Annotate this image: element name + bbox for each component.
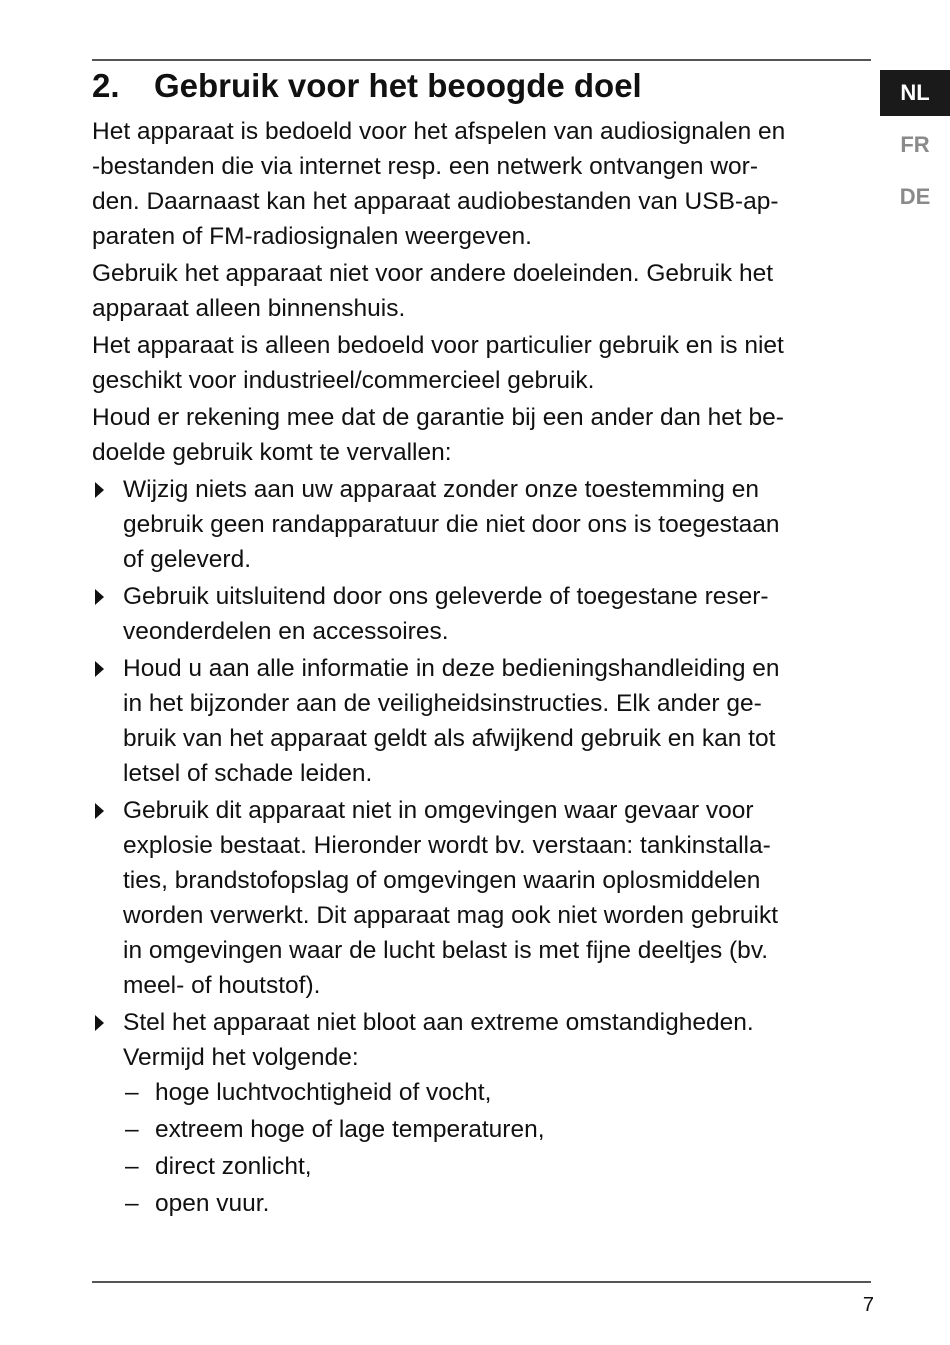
text-line: paraten of FM-radiosignalen weergeven.	[92, 223, 532, 250]
triangle-bullet-icon	[95, 803, 104, 819]
triangle-bullet-icon	[95, 589, 104, 605]
list-item	[92, 579, 867, 649]
list-item	[92, 793, 867, 1003]
triangle-bullet-icon	[95, 482, 104, 498]
list-item	[92, 1005, 867, 1221]
text-line: geschikt voor industrieel/commercieel gebruik.	[92, 367, 595, 394]
text-line: of geleverd.	[123, 546, 252, 573]
indoor-use-paragraph	[92, 256, 867, 326]
language-tabs	[880, 70, 950, 226]
text-line: Vermijd het volgende:	[123, 1044, 359, 1071]
section-title: Gebruik voor het beoogde doel	[154, 67, 642, 104]
warranty-paragraph	[92, 400, 867, 470]
dash-marker: –	[125, 1153, 139, 1180]
text-line: doelde gebruik komt te vervallen:	[92, 439, 452, 466]
condition-text: hoge luchtvochtigheid of vocht,	[155, 1079, 492, 1106]
text-line: ties, brandstofopslag of omgevingen waarin oplosmiddelen	[123, 867, 761, 894]
avoid-conditions-list	[123, 1075, 867, 1221]
list-item	[92, 651, 867, 791]
text-line: gebruik geen randapparatuur die niet door ons is toegestaan	[123, 511, 780, 538]
dash-marker: –	[125, 1079, 139, 1106]
text-line: Gebruik het apparaat niet voor andere doeleinden. Gebruik het	[92, 260, 774, 287]
instruction-list	[92, 472, 867, 1221]
text-line: Het apparaat is alleen bedoeld voor particulier gebruik en is niet	[92, 332, 784, 359]
text-line: meel- of houtstof).	[123, 972, 321, 999]
condition-text: open vuur.	[155, 1190, 270, 1217]
text-line: -bestanden die via internet resp. een netwerk ontvangen wor-	[92, 153, 758, 180]
condition-text: direct zonlicht,	[155, 1153, 312, 1180]
text-line: Gebruik dit apparaat niet in omgevingen waar gevaar voor	[123, 797, 754, 824]
text-line: Houd u aan alle informatie in deze bedieningshandleiding en	[123, 655, 780, 682]
text-line: bruik van het apparaat geldt als afwijkend gebruik en kan tot	[123, 725, 776, 752]
text-line: Gebruik uitsluitend door ons geleverde of toegestane reser-	[123, 583, 769, 610]
bottom-divider	[92, 1281, 871, 1283]
list-item	[123, 1112, 867, 1147]
language-tab-fr[interactable]: FR	[900, 132, 930, 157]
section-body	[92, 114, 867, 1223]
text-line: veonderdelen en accessoires.	[123, 618, 449, 645]
language-tab-nl[interactable]: NL	[880, 70, 950, 116]
dash-marker: –	[125, 1190, 139, 1217]
section-number: 2.	[92, 67, 120, 104]
triangle-bullet-icon	[95, 1015, 104, 1031]
language-tab-de[interactable]: DE	[899, 184, 931, 209]
text-line: letsel of schade leiden.	[123, 760, 373, 787]
text-line: den. Daarnaast kan het apparaat audiobestanden van USB-ap-	[92, 188, 779, 215]
page-number: 7	[862, 1294, 874, 1316]
text-line: Het apparaat is bedoeld voor het afspelen van audiosignalen en	[92, 118, 786, 145]
list-item	[123, 1186, 867, 1221]
list-item	[92, 472, 867, 577]
triangle-bullet-icon	[95, 661, 104, 677]
text-line: Stel het apparaat niet bloot aan extreme omstandigheden.	[123, 1009, 754, 1036]
text-line: Houd er rekening mee dat de garantie bij een ander dan het be-	[92, 404, 784, 431]
text-line: worden verwerkt. Dit apparaat mag ook niet worden gebruikt	[123, 902, 779, 929]
text-line: apparaat alleen binnenshuis.	[92, 295, 406, 322]
intended-use-paragraph	[92, 114, 867, 254]
dash-marker: –	[125, 1116, 139, 1143]
top-divider	[92, 59, 871, 61]
condition-text: extreem hoge of lage temperaturen,	[155, 1116, 545, 1143]
list-item	[123, 1149, 867, 1184]
text-line: in het bijzonder aan de veiligheidsinstructies. Elk ander ge-	[123, 690, 762, 717]
private-use-paragraph	[92, 328, 867, 398]
text-line: in omgevingen waar de lucht belast is met fijne deeltjes (bv.	[123, 937, 769, 964]
list-item	[123, 1075, 867, 1110]
text-line: explosie bestaat. Hieronder wordt bv. verstaan: tankinstalla-	[123, 832, 771, 859]
text-line: Wijzig niets aan uw apparaat zonder onze toestemming en	[123, 476, 759, 503]
section-heading	[92, 66, 642, 106]
